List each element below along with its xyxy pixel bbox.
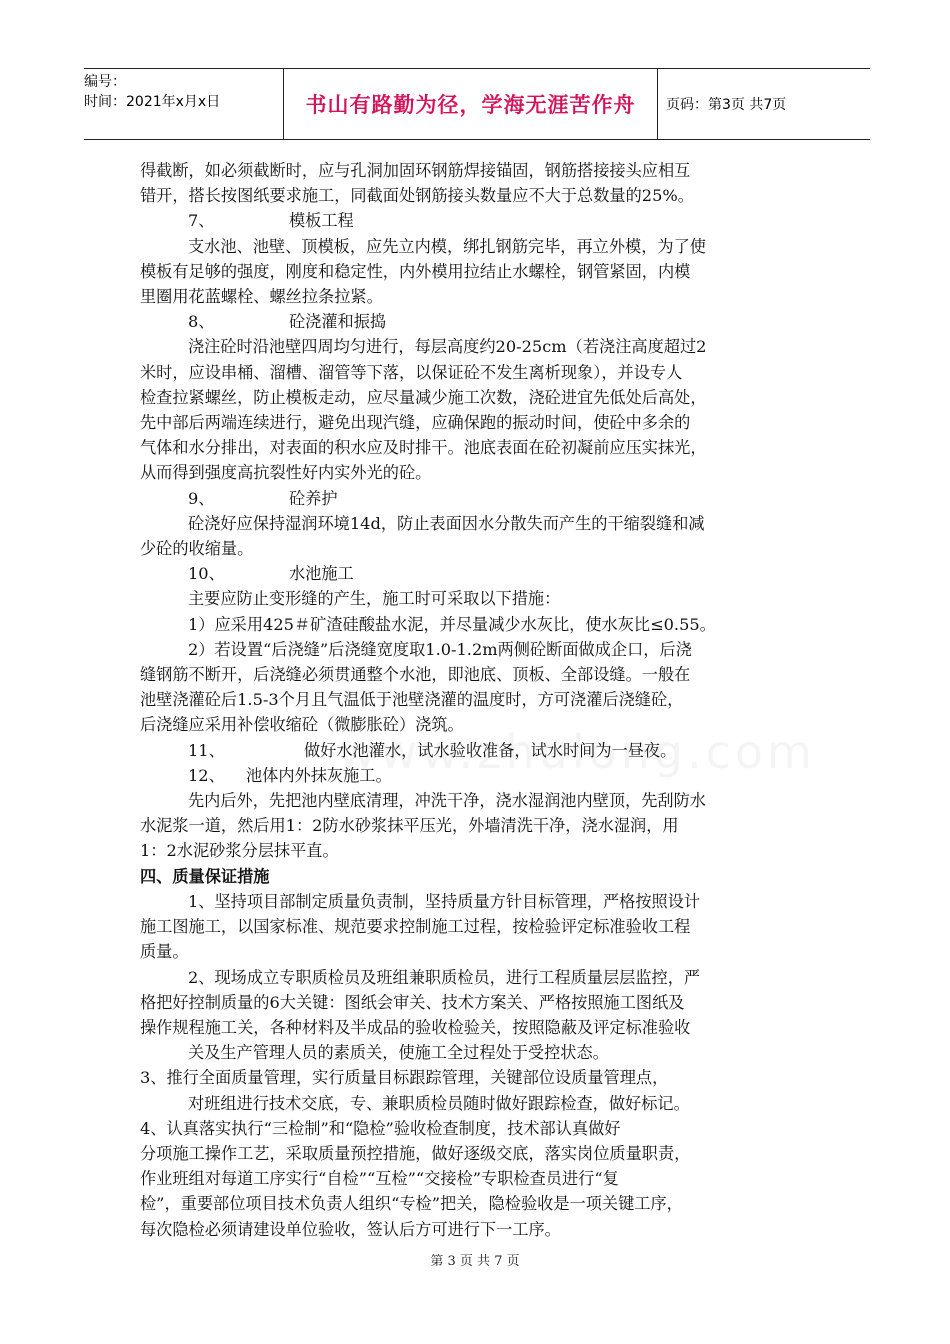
subsection-title: 砼养护 bbox=[289, 488, 338, 508]
page-footer: 第 3 页 共 7 页 bbox=[430, 1254, 520, 1269]
doc-time-label: 时间：2021年x月x日 bbox=[84, 94, 221, 110]
body-line: 里圈用花蓝螺栓、螺丝拉条拉紧。 bbox=[140, 287, 383, 307]
subsection-heading bbox=[140, 208, 820, 233]
body-line: 先中部后两端连续进行，避免出现汽缝，应确保跑的振动时间，使砼中多余的 bbox=[140, 413, 691, 433]
subsection-number: 9、 bbox=[188, 488, 215, 508]
subsection-number: 12、 bbox=[188, 765, 225, 785]
subsection-heading bbox=[140, 763, 820, 788]
subsection-heading bbox=[140, 561, 820, 586]
body-line: 4、认真落实执行“三检制”和“隐检”验收检查制度，技术部认真做好 bbox=[140, 1118, 621, 1138]
body-line: 检”，重要部位项目技术负责人组织“专检”把关，隐检验收是一项关键工序， bbox=[140, 1194, 683, 1214]
subsection-heading bbox=[140, 738, 820, 763]
body-line: 对班组进行技术交底，专、兼职质检员随时做好跟踪检查，做好标记。 bbox=[188, 1093, 690, 1113]
page-header bbox=[84, 68, 870, 140]
body-line: 水泥浆一道，然后用1：2防水砂浆抹平压光，外墙清洗干净，浇水湿润，用 bbox=[140, 816, 679, 836]
subsection-title: 模板工程 bbox=[289, 211, 354, 231]
body-line: 格把好控制质量的6大关键：图纸会审关、技术方案关、严格按照施工图纸及 bbox=[140, 992, 685, 1012]
subsection-number: 7、 bbox=[188, 211, 215, 231]
body-line: 从而得到强度高抗裂性好内实外光的砼。 bbox=[140, 463, 432, 483]
body-line: 1）应采用425＃矿渣硅酸盐水泥，并尽量减少水灰比，使水灰比≤0.55。 bbox=[188, 614, 716, 634]
body-line: 米时，应设串桶、溜槽、溜管等下落，以保证砼不发生离析现象），并设专人 bbox=[140, 362, 683, 382]
body-line: 先内后外，先把池内壁底清理，冲洗干净，浇水湿润池内壁顶，先刮防水 bbox=[188, 791, 706, 811]
header-meta bbox=[84, 69, 284, 139]
subsection-title: 水池施工 bbox=[289, 564, 354, 584]
subsection-heading bbox=[140, 486, 820, 511]
body-line: 得截断，如必须截断时，应与孔洞加固环钢筋焊接锚固，钢筋搭接接头应相互 bbox=[140, 161, 691, 180]
body-line: 少砼的收缩量。 bbox=[140, 539, 254, 559]
subsection-heading bbox=[140, 309, 820, 334]
subsection-title: 砼浇灌和振捣 bbox=[289, 312, 387, 332]
body-line: 缝钢筋不断开，后浇缝必须贯通整个水池，即池底、顶板、全部设缝。一般在 bbox=[140, 665, 691, 685]
subsection-number: 8、 bbox=[188, 312, 215, 332]
body-line: 池壁浇灌砼后1.5-3个月且气温低于池壁浇灌的温度时，方可浇灌后浇缝砼， bbox=[140, 690, 684, 710]
body-line: 模板有足够的强度，刚度和稳定性，内外模用拉结止水螺栓，钢管紧固，内模 bbox=[140, 261, 691, 281]
body-line: 检查拉紧螺丝，防止模板走动，应尽量减少施工次数，浇砼进宜先低处后高处， bbox=[140, 387, 707, 407]
body-line: 1：2水泥砂浆分层抹平直。 bbox=[140, 841, 339, 861]
body-line: 质量。 bbox=[140, 942, 189, 962]
subsection-number: 11、 bbox=[188, 740, 225, 760]
body-line: 作业班组对每道工序实行“自检”“互检”“交接检”专职检查员进行“复 bbox=[140, 1169, 619, 1189]
body-line: 支水池、池壁、顶模板，应先立内模，绑扎钢筋完毕，再立外模，为了使 bbox=[188, 236, 706, 256]
subsection-number: 10、 bbox=[188, 564, 225, 584]
doc-code-label: 编号： bbox=[84, 74, 126, 90]
body-line: 1、坚持项目部制定质量负责制，坚持质量方针目标管理，严格按照设计 bbox=[188, 891, 701, 911]
body-line: 每次隐检必须请建设单位验收，签认后方可进行下一工序。 bbox=[140, 1219, 561, 1239]
body-line: 2、现场成立专职质检员及班组兼职质检员，进行工程质量层层监控，严 bbox=[188, 967, 701, 987]
header-motto: 书山有路勤为径，学海无涯苦作舟 bbox=[284, 69, 658, 139]
body-line: 主要应防止变形缝的产生，施工时可采取以下措施： bbox=[188, 589, 561, 609]
body-line: 砼浇好应保持湿润环境14d，防止表面因水分散失而产生的干缩裂缝和减 bbox=[188, 513, 705, 533]
section-heading: 四、质量保证措施 bbox=[140, 866, 270, 886]
body-line: 分项施工操作工艺，采取质量预控措施，做好逐级交底，落实岗位质量职责， bbox=[140, 1143, 691, 1163]
body-line: 施工图施工，以国家标准、规范要求控制施工过程，按检验评定标准验收工程 bbox=[140, 917, 691, 937]
body-line: 关及生产管理人员的素质关，使施工全过程处于受控状态。 bbox=[188, 1043, 609, 1063]
body-line: 后浇缝应采用补偿收缩砼（微膨胀砼）浇筑。 bbox=[140, 715, 464, 735]
document-body bbox=[140, 158, 820, 1242]
body-line: 浇注砼时沿池壁四周均匀进行，每层高度约20-25cm（若浇注高度超过2 bbox=[188, 337, 707, 357]
body-line: 气体和水分排出，对表面的积水应及时排干。池底表面在砼初凝前应压实抹光， bbox=[140, 438, 707, 458]
body-line: 操作规程施工关，各种材料及半成品的验收检验关，按照隐蔽及评定标准验收 bbox=[140, 1017, 691, 1037]
subsection-title: 做好水池灌水，试水验收准备，试水时间为一昼夜。 bbox=[304, 740, 677, 760]
body-line: 3、推行全面质量管理，实行质量目标跟踪管理，关键部位设质量管理点， bbox=[140, 1068, 669, 1088]
header-page-info: 页码：第3页 共7页 bbox=[666, 97, 787, 113]
body-line: 错开，搭长按图纸要求施工，同截面处钢筋接头数量应不大于总数量的25%。 bbox=[140, 186, 694, 206]
subsection-title: 池体内外抹灰施工。 bbox=[246, 765, 392, 785]
body-line: 2）若设置“后浇缝”后浇缝宽度取1.0-1.2m两侧砼断面做成企口，后浇 bbox=[188, 639, 692, 659]
